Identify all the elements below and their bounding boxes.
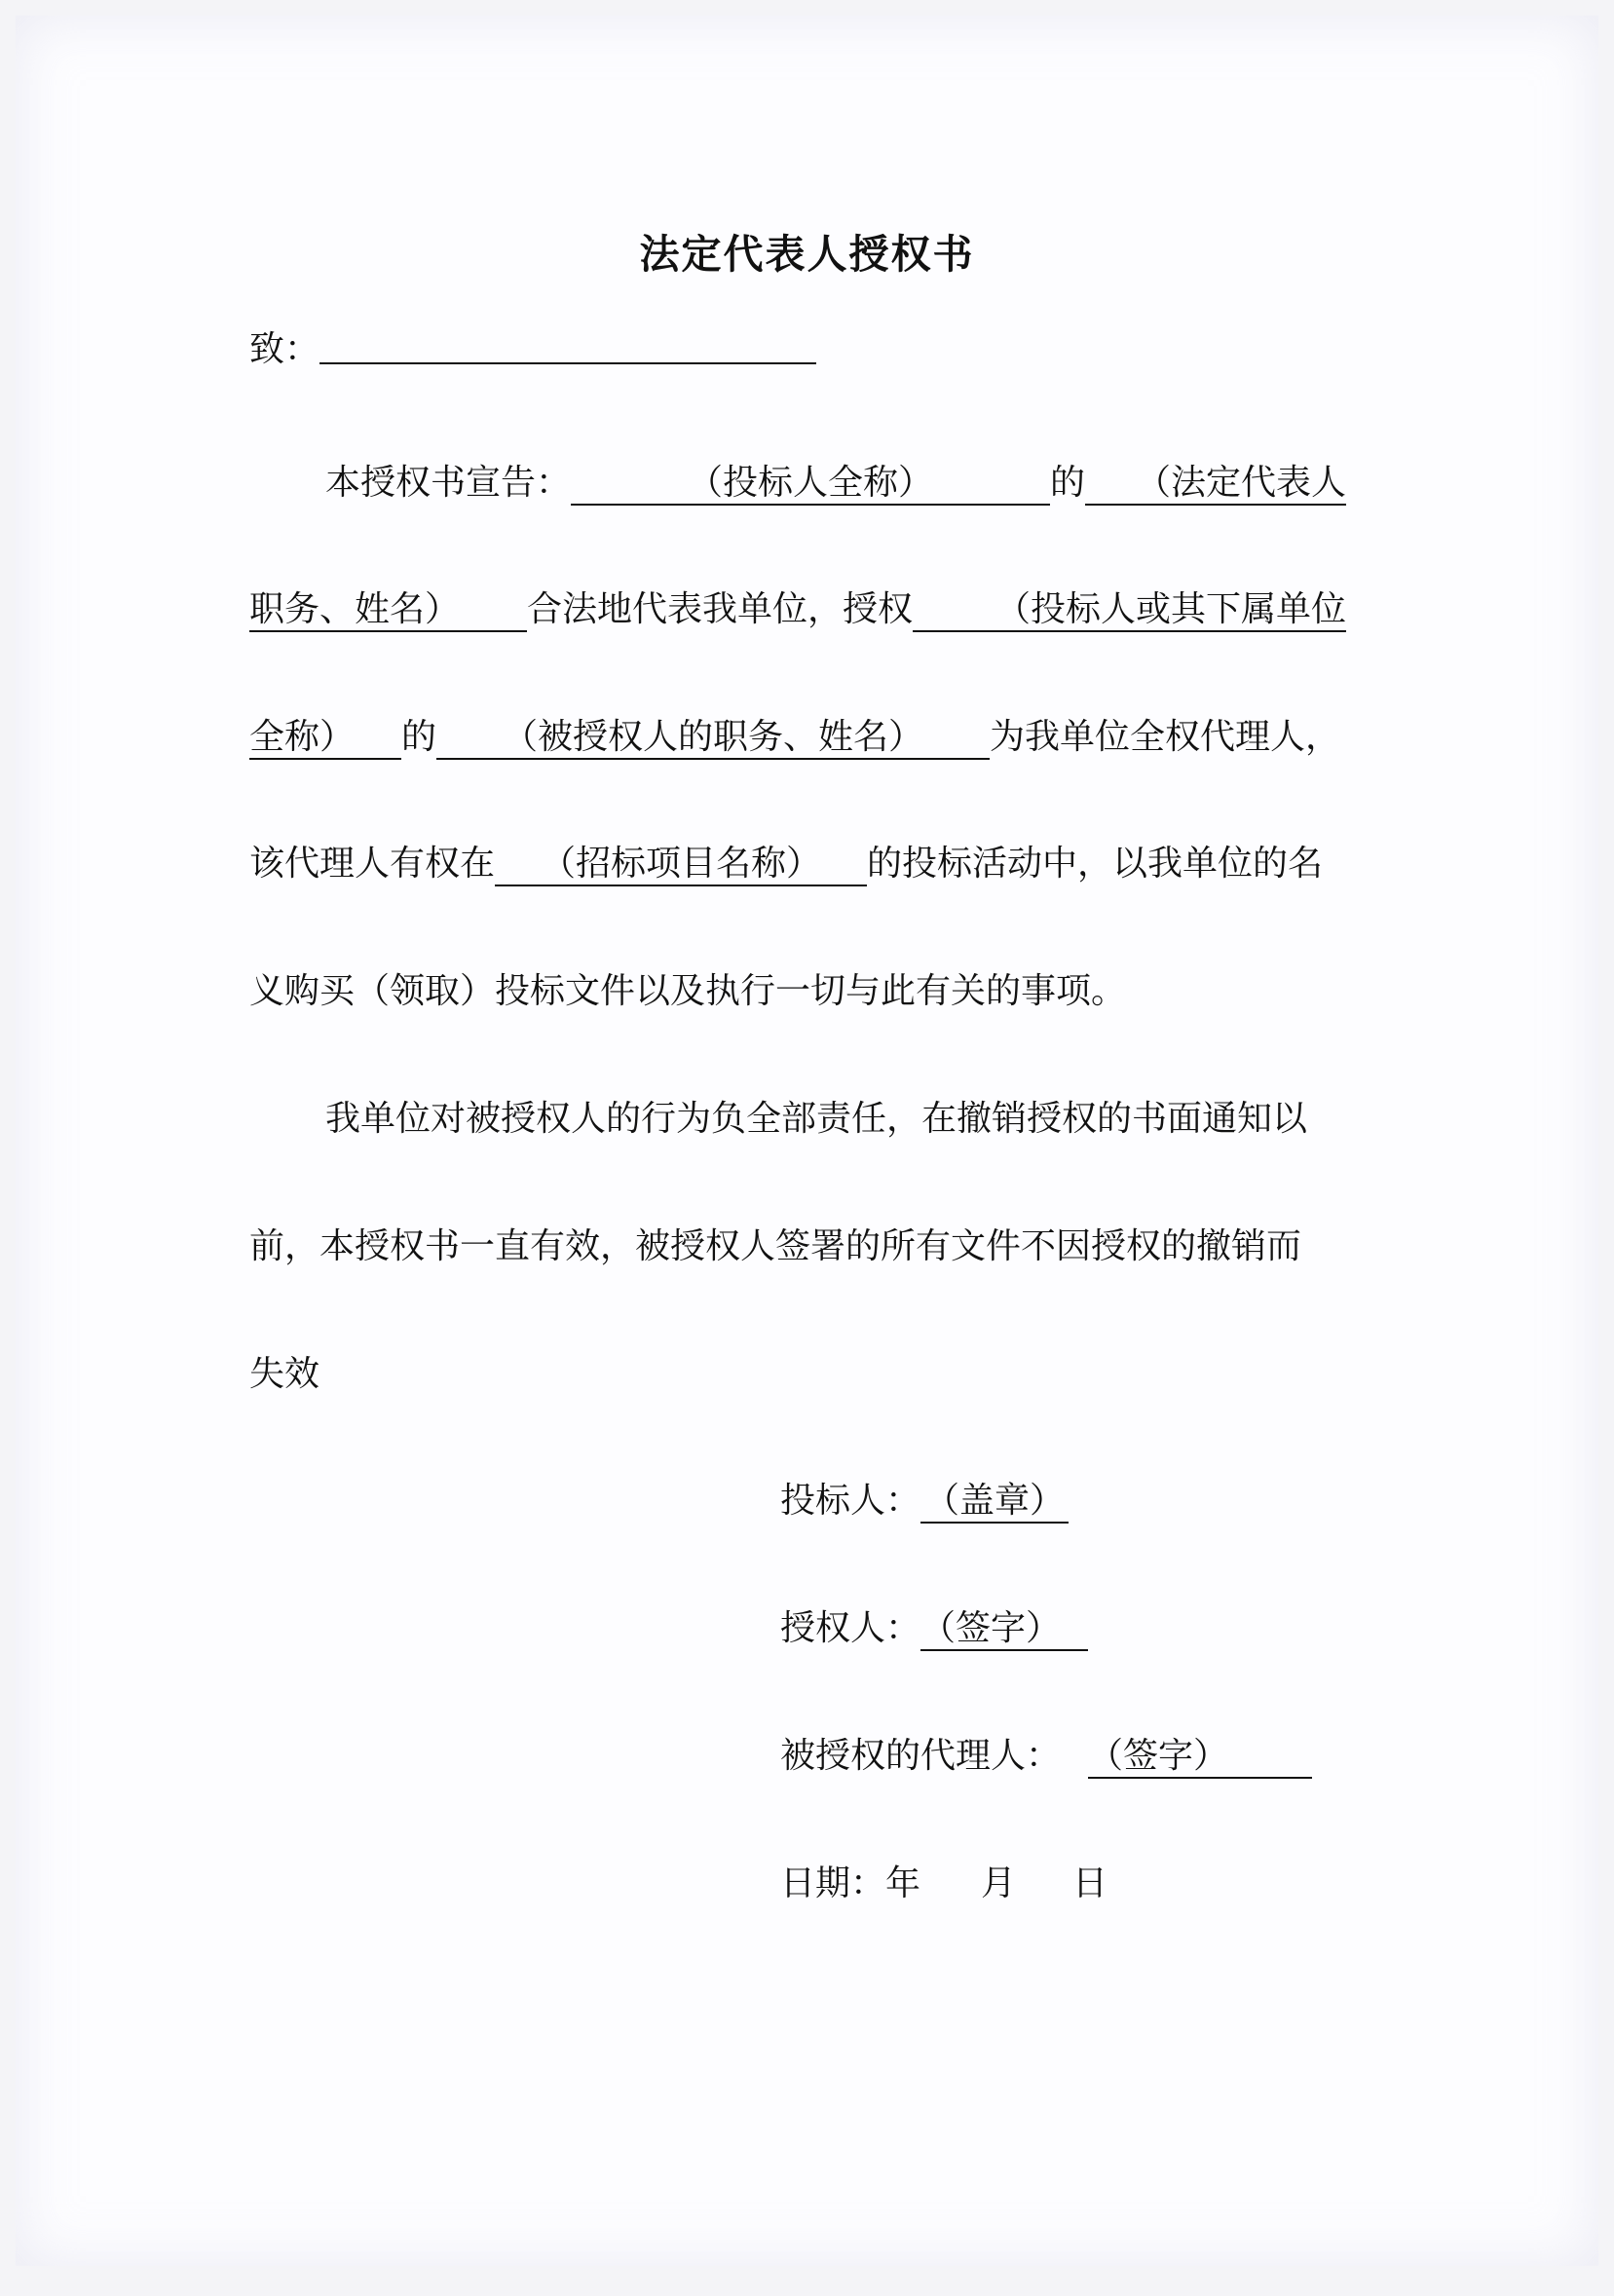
subsidiary-text-part1: （投标人或其下属单位	[995, 589, 1347, 629]
declaration-line-3	[249, 713, 1340, 762]
recipient-label: 致：	[249, 329, 320, 369]
responsibility-line-1	[325, 1095, 1307, 1144]
recipient-line	[249, 325, 816, 374]
responsibility-text-3: 失效	[249, 1354, 320, 1394]
legal-rep-field-part1[interactable]	[1085, 463, 1346, 506]
subsidiary-text-part2: 全称）	[249, 717, 356, 757]
responsibility-text-1: 我单位对被授权人的行为负全部责任，在撤销授权的书面通知以	[325, 1099, 1308, 1139]
declaration-line-5	[249, 967, 1126, 1016]
declaration-mid-4: 的投标活动中，以我单位的名	[867, 844, 1324, 884]
subsidiary-field-part1[interactable]	[913, 589, 1346, 632]
legal-rep-text-part2: 职务、姓名）	[249, 589, 461, 629]
declaration-mid-3: 该代理人有权在	[249, 844, 496, 884]
bidder-signature-line	[780, 1477, 1069, 1525]
date-month: 月	[981, 1863, 1017, 1903]
project-name-text: （招标项目名称）	[541, 844, 822, 884]
project-name-field[interactable]	[495, 844, 867, 886]
responsibility-text-2: 前，本授权书一直有效，被授权人签署的所有文件不因授权的撤销而	[249, 1226, 1302, 1266]
authorizer-sign-text: （签字）	[920, 1608, 1062, 1648]
document-title: 法定代表人授权书	[639, 231, 975, 278]
bidder-seal-text: （盖章）	[924, 1481, 1066, 1521]
authorizer-signature-line	[780, 1604, 1088, 1653]
declaration-of-2: 的	[401, 717, 437, 757]
declaration-line-4	[249, 840, 1323, 888]
bidder-seal-field[interactable]	[920, 1481, 1069, 1524]
declaration-mid-1: 合法地代表我单位，授权	[527, 589, 914, 629]
date-day: 日	[1072, 1863, 1108, 1903]
agent-title-field[interactable]	[436, 717, 990, 760]
legal-rep-text-part1: （法定代表人	[1136, 463, 1347, 503]
date-label: 日期：	[780, 1863, 886, 1903]
agent-label: 被授权的代理人：	[780, 1736, 1062, 1776]
declaration-of-1: 的	[1050, 463, 1086, 503]
bidder-full-name-field[interactable]	[571, 463, 1050, 506]
date-line	[780, 1860, 1107, 1908]
declaration-lead: 本授权书宣告：	[325, 463, 572, 503]
authorizer-label: 授权人：	[780, 1608, 921, 1648]
declaration-line-1	[325, 459, 1346, 508]
bidder-label: 投标人：	[780, 1481, 921, 1521]
responsibility-line-3	[249, 1350, 319, 1399]
agent-title-text: （被授权人的职务、姓名）	[503, 717, 924, 757]
legal-rep-field-part2[interactable]	[249, 589, 527, 632]
bidder-full-name-text: （投标人全称）	[688, 463, 934, 503]
agent-sign-text: （签字）	[1088, 1736, 1229, 1776]
agent-sign-field[interactable]	[1088, 1736, 1312, 1779]
declaration-line-2	[249, 585, 1346, 634]
declaration-mid-2: 为我单位全权代理人，	[990, 717, 1341, 757]
date-year: 年	[885, 1863, 921, 1903]
declaration-mid-5: 义购买（领取）投标文件以及执行一切与此有关的事项。	[249, 971, 1127, 1011]
agent-signature-line	[780, 1732, 1312, 1781]
recipient-blank[interactable]	[319, 325, 816, 364]
authorization-letter-page	[16, 16, 1598, 2266]
subsidiary-field-part2[interactable]	[249, 717, 401, 760]
responsibility-line-2	[249, 1223, 1301, 1271]
authorizer-sign-field[interactable]	[920, 1608, 1088, 1651]
